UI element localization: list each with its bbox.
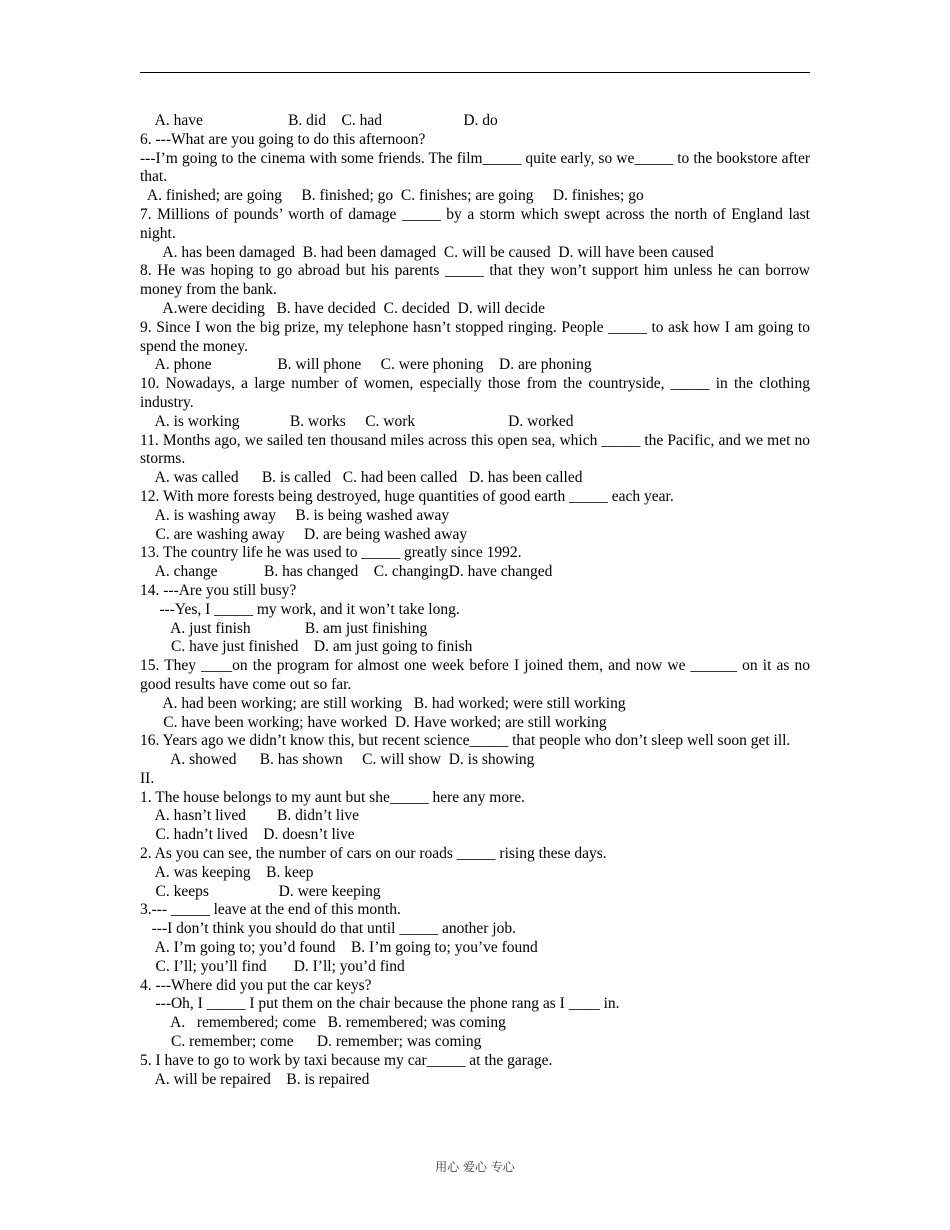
text-line: C. hadn’t lived D. doesn’t live [140, 826, 355, 844]
text-line: 12. With more forests being destroyed, huge quantities of good earth _____ each year. [140, 487, 674, 505]
text-line: C. have been working; have worked D. Have worked; are still working [140, 713, 607, 731]
text-line: A. showed B. has shown C. will show D. is showing [140, 751, 535, 769]
text-line: A. will be repaired B. is repaired [140, 1070, 370, 1088]
text-line: A. finished; are going B. finished; go C. finishes; are going D. finishes; go [140, 187, 644, 205]
text-line: C. are washing away D. are being washed away [140, 525, 468, 543]
question-paragraph: 7. Millions of pounds’ worth of damage _____ by a storm which swept across the north of England last night. [140, 205, 810, 242]
question-paragraph: 15. They ____on the program for almost one week before I joined them, and now we ______ on it as no good results have come out so far. [140, 657, 810, 693]
question-paragraph: 8. He was hoping to go abroad but his parents _____ that they won’t support him unless he can borrow money from the bank. [140, 262, 810, 299]
question-paragraph: 10. Nowadays, a large number of women, especially those from the countryside, _____ in the clothing industry. [140, 375, 810, 411]
text-line: C. keeps D. were keeping [140, 882, 381, 900]
text-line: A. change B. has changed C. changingD. have changed [140, 563, 553, 581]
text-line: C. I’ll; you’ll find D. I’ll; you’d find [140, 957, 405, 975]
text-line: II. [140, 769, 155, 787]
text-line: A. remembered; come B. remembered; was coming [140, 1014, 506, 1032]
text-line: 13. The country life he was used to _____ greatly since 1992. [140, 544, 522, 562]
text-line: A. just finish B. am just finishing [140, 619, 428, 637]
text-line: ---Oh, I _____ I put them on the chair because the phone rang as I ____ in. [140, 995, 620, 1013]
text-line: 2. As you can see, the number of cars on our roads _____ rising these days. [140, 845, 607, 863]
text-line: A. had been working; are still working B. had worked; were still working [140, 694, 626, 712]
text-line: A. has been damaged B. had been damaged C. will be caused D. will have been caused [140, 243, 714, 261]
document-body [140, 112, 810, 1089]
header-rule [140, 72, 810, 73]
text-line: A. is working B. works C. work D. worked [140, 412, 574, 430]
text-line: A. was called B. is called C. had been called D. has been called [140, 469, 583, 487]
text-line: A. is washing away B. is being washed away [140, 506, 450, 524]
text-line: A. have B. did C. had D. do [140, 112, 498, 129]
text-line: A. was keeping B. keep [140, 863, 314, 881]
text-line: A. phone B. will phone C. were phoning D. are phoning [140, 356, 592, 374]
text-line: 1. The house belongs to my aunt but she_____ here any more. [140, 788, 525, 806]
text-line: 5. I have to go to work by taxi because my car_____ at the garage. [140, 1051, 553, 1069]
text-line: A. hasn’t lived B. didn’t live [140, 807, 360, 825]
question-paragraph: 9. Since I won the big prize, my telephone hasn’t stopped ringing. People _____ to ask how I am going to spend the money. [140, 318, 810, 355]
text-line: ---I don’t think you should do that until _____ another job. [140, 920, 516, 938]
text-line: A.were deciding B. have decided C. decided D. will decide [140, 299, 546, 317]
text-line: 4. ---Where did you put the car keys? [140, 976, 372, 994]
question-paragraph: 11. Months ago, we sailed ten thousand miles across this open sea, which _____ the Pacific, and we met no storms. [140, 431, 810, 468]
text-line: 6. ---What are you going to do this afternoon? [140, 130, 426, 148]
text-line: 14. ---Are you still busy? [140, 581, 297, 599]
text-line: C. remember; come D. remember; was coming [140, 1033, 482, 1051]
text-line: C. have just finished D. am just going to finish [140, 638, 473, 656]
text-line: ---Yes, I _____ my work, and it won’t take long. [140, 600, 460, 618]
text-line: 3.--- _____ leave at the end of this month. [140, 901, 401, 919]
question-paragraph: 16. Years ago we didn’t know this, but recent science_____ that people who don’t sleep well soon get ill. [140, 732, 791, 750]
text-line: A. I’m going to; you’d found B. I’m going to; you’ve found [140, 939, 538, 957]
question-paragraph: ---I’m going to the cinema with some friends. The film_____ quite early, so we_____ to the bookstore after that. [140, 149, 810, 186]
page-footer: 用心 爱心 专心 [435, 1160, 515, 1174]
